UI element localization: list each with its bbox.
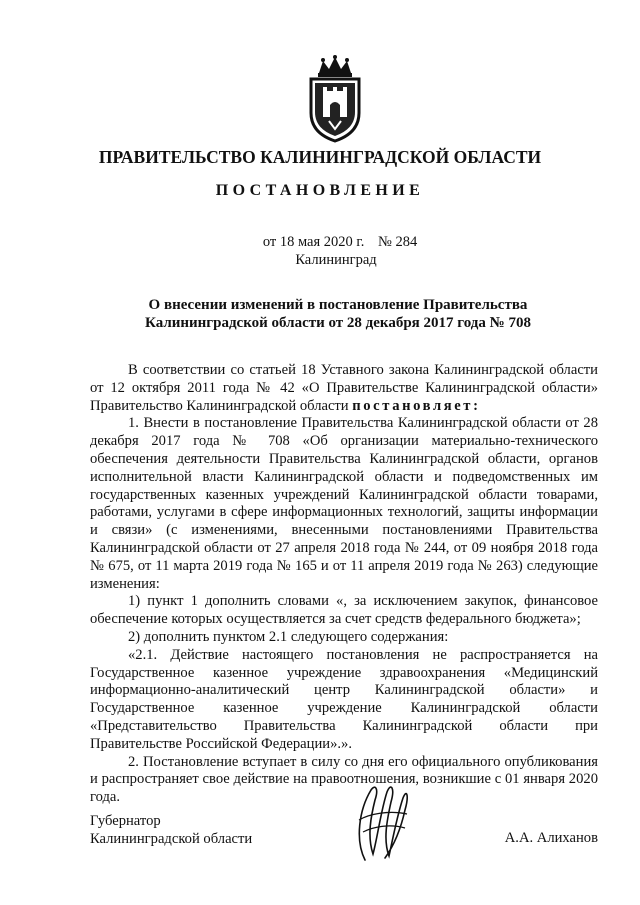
item-1: 1. Внести в постановление Правительства Калининградской области от 28 декабря 2017 года № 708 «Об организации материально-технического обеспечения деятельности Правительства Калининградской области, органов исполнительной власти Калининградской области и подведомственных им государственных казенных учреждений Калининградской области товарами, работами, услугами в сфере информационных технологий, защиты информации и связи» (с изменениями, внесенными постановлениями Правительства Калининградской области от 27 апреля 2018 года № 244, от 09 ноября 2018 года № 675, от 11 марта 2019 года № 165 и от 11 апреля 2019 года № 263) следующие изменения:	[90, 415, 598, 592]
governor-name: А.А. Алиханов	[504, 830, 598, 846]
preamble-text: В соответствии со статьей 18 Уставного закона Калининградской области от 12 октября 2011 года № 42 «О Правительстве Калининградской области» Правительство Калининградской области	[90, 362, 598, 414]
position-line-2: Калининградской области	[90, 831, 253, 847]
government-title: ПРАВИТЕЛЬСТВО КАЛИНИНГРАДСКОЙ ОБЛАСТИ	[98, 147, 542, 167]
date-prefix: от	[262, 234, 277, 250]
number-sign: №	[377, 234, 392, 250]
sub-item-2: 2) дополнить пунктом 2.1 следующего содержания:	[128, 628, 449, 645]
city: Калининград	[295, 252, 377, 268]
subject-line-2: Калининградской области от 28 декабря 2017 года № 708	[145, 315, 531, 331]
document-type: ПОСТАНОВЛЕНИЕ	[215, 182, 425, 199]
document-number: 284	[395, 234, 418, 250]
preamble-decree-word: постановляет:	[352, 397, 481, 414]
preamble	[90, 362, 598, 415]
signatory-position	[90, 812, 252, 848]
document-date: 18 мая 2020 г.	[279, 234, 365, 250]
coat-of-arms-icon	[303, 55, 367, 143]
sub-item-1: 1) пункт 1 дополнить словами «, за исключением закупок, финансовое обеспечение которых осуществляется за счет средств федерального бюджета»;	[90, 593, 598, 628]
document-body	[90, 362, 598, 807]
handwritten-signature	[345, 770, 415, 865]
position-line-1: Губернатор	[90, 813, 161, 829]
subject-line-1: О внесении изменений в постановление Правительства	[148, 297, 528, 313]
item-2: 2. Постановление вступает в силу со дня его официального опубликования и распространяет свое действие на правоотношения, возникшие с 01 января 2020 года.	[90, 753, 598, 806]
date-line	[20, 234, 640, 251]
document-subject	[18, 296, 640, 332]
quoted-clause: «2.1. Действие настоящего постановления не распространяется на Государственное казенное учреждение здравоохранения «Медицинский информационно-аналитический центр Калининградской области» и Государственное казенное учреждение Калининградской области «Представительство Правительства Калининградской области при Правительстве Российской Федерации».».	[90, 646, 598, 752]
